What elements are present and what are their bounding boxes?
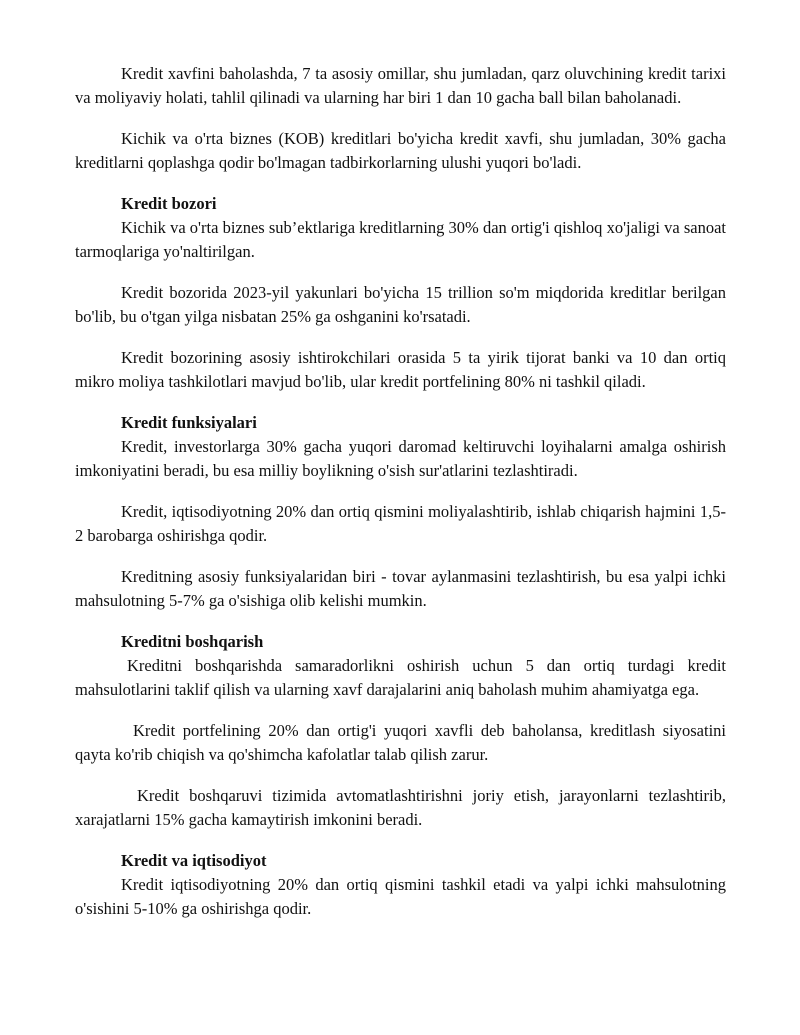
section-paragraph: Kredit bozorida 2023-yil yakunlari bo'yicha 15 trillion so'm miqdorida kreditlar berilgan bo'lib, bu o'tgan yilga nisbatan 25% ga oshganini ko'rsatadi. xyxy=(75,283,726,326)
section-paragraph: Kredit bozorining asosiy ishtirokchilari orasida 5 ta yirik tijorat banki va 10 dan ortiq mikro moliya tashkilotlari mavjud bo'lib, ular kredit portfelining 80% ni tashkil qiladi. xyxy=(75,348,726,391)
section-heading: Kreditni boshqarish xyxy=(121,632,264,651)
section-kredit-bozori xyxy=(75,192,726,394)
section-heading: Kredit funksiyalari xyxy=(121,413,257,432)
intro-paragraph-2: Kichik va o'rta biznes (KOB) kreditlari bo'yicha kredit xavfi, shu jumladan, 30% gacha kreditlarni qoplashga qodir bo'lmagan tadbirkorlarning ulushi yuqori bo'ladi. xyxy=(75,129,726,172)
section-paragraph: Kredit, iqtisodiyotning 20% dan ortiq qismini moliyalashtirib, ishlab chiqarish hajmini 1,5-2 barobarga oshirishga qodir. xyxy=(75,502,726,545)
intro-paragraph-1: Kredit xavfini baholashda, 7 ta asosiy omillar, shu jumladan, qarz oluvchining kredit tarixi va moliyaviy holati, tahlil qilinadi va ularning har biri 1 dan 10 gacha ball bilan baholanadi. xyxy=(75,64,726,107)
document-page xyxy=(75,62,726,938)
section-kredit-funksiyalari xyxy=(75,411,726,613)
section-paragraph: Kichik va o'rta biznes sub’ektlariga kreditlarning 30% dan ortig'i qishloq xo'jaligi va sanoat tarmoqlariga yo'naltirilgan. xyxy=(75,218,726,261)
section-heading: Kredit bozori xyxy=(121,194,217,213)
section-paragraph: Kredit, investorlarga 30% gacha yuqori daromad keltiruvchi loyihalarni amalga oshirish imkoniyatini beradi, bu esa milliy boylikning o'sish sur'atlarini tezlashtiradi. xyxy=(75,437,726,480)
section-paragraph: Kreditni boshqarishda samaradorlikni oshirish uchun 5 dan ortiq turdagi kredit mahsulotlarini taklif qilish va ularning xavf darajalarini aniq baholash muhim ahamiyatga ega. xyxy=(75,656,726,699)
section-paragraph: Kredit iqtisodiyotning 20% dan ortiq qismini tashkil etadi va yalpi ichki mahsulotning o'sishini 5-10% ga oshirishga qodir. xyxy=(75,875,726,918)
section-kreditni-boshqarish xyxy=(75,630,726,832)
section-paragraph: Kredit portfelining 20% dan ortig'i yuqori xavfli deb baholansa, kreditlash siyosatini qayta ko'rib chiqish va qo'shimcha kafolatlar talab qilish zarur. xyxy=(75,721,726,764)
section-paragraph: Kreditning asosiy funksiyalaridan biri - tovar aylanmasini tezlashtirish, bu esa yalpi ichki mahsulotning 5-7% ga o'sishiga olib kelishi mumkin. xyxy=(75,567,726,610)
section-paragraph: Kredit boshqaruvi tizimida avtomatlashtirishni joriy etish, jarayonlarni tezlashtirib, xarajatlarni 15% gacha kamaytirish imkonini beradi. xyxy=(75,786,726,829)
section-kredit-va-iqtisodiyot xyxy=(75,849,726,921)
section-heading: Kredit va iqtisodiyot xyxy=(121,851,267,870)
